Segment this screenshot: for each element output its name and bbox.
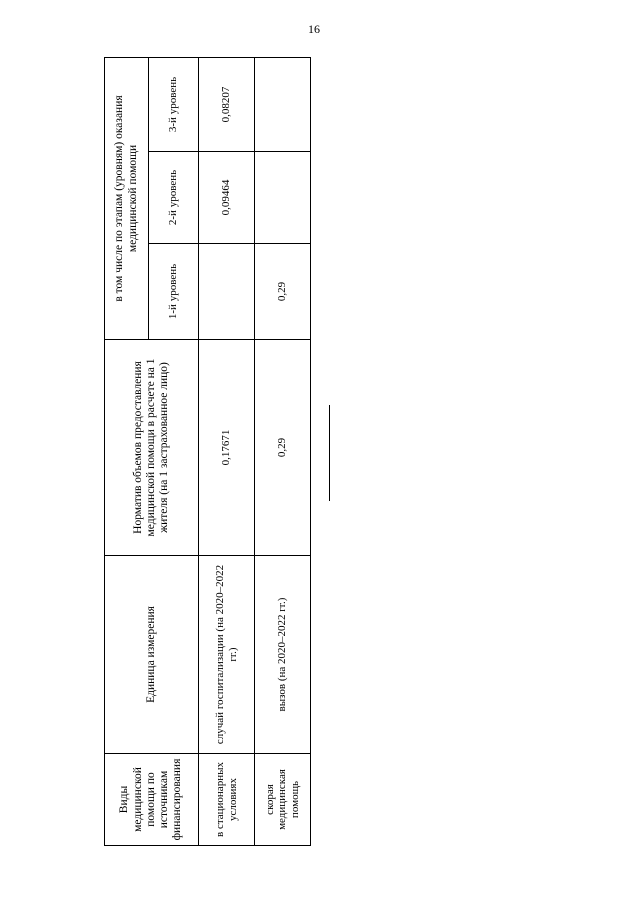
table-row xyxy=(255,58,311,846)
table-row xyxy=(199,58,255,846)
row-level1 xyxy=(199,244,255,340)
rotated-table-inner xyxy=(104,58,310,846)
row-level2: 0,09464 xyxy=(199,152,255,244)
row-unit: случай госпитализации (на 2020–2022 гг.) xyxy=(199,556,255,754)
header-level2: 2-й уровень xyxy=(149,152,199,244)
header-stages: в том числе по этапам (уровням) оказания медицинской помощи xyxy=(105,58,149,340)
row-type: скорая медицинская помощь xyxy=(255,754,311,846)
header-level3: 3-й уровень xyxy=(149,58,199,152)
header-types: Виды медицинской помощи по источникам финансирования xyxy=(105,754,199,846)
row-norm: 0,29 xyxy=(255,340,311,556)
separator-line xyxy=(329,405,330,501)
medical-volume-table xyxy=(104,57,311,846)
row-level3: 0,08207 xyxy=(199,58,255,152)
row-level2 xyxy=(255,152,311,244)
header-norm: Норматив объемов предоставления медицинской помощи в расчете на 1 жителя (на 1 застрахованное лицо) xyxy=(105,340,199,556)
header-unit: Единица измерения xyxy=(105,556,199,754)
rotated-table-container xyxy=(104,58,310,846)
header-level1: 1-й уровень xyxy=(149,244,199,340)
page-number: 16 xyxy=(308,22,320,36)
row-level3 xyxy=(255,58,311,152)
row-type: в стационарных условиях xyxy=(199,754,255,846)
row-unit: вызов (на 2020–2022 гг.) xyxy=(255,556,311,754)
row-level1: 0,29 xyxy=(255,244,311,340)
row-norm: 0,17671 xyxy=(199,340,255,556)
